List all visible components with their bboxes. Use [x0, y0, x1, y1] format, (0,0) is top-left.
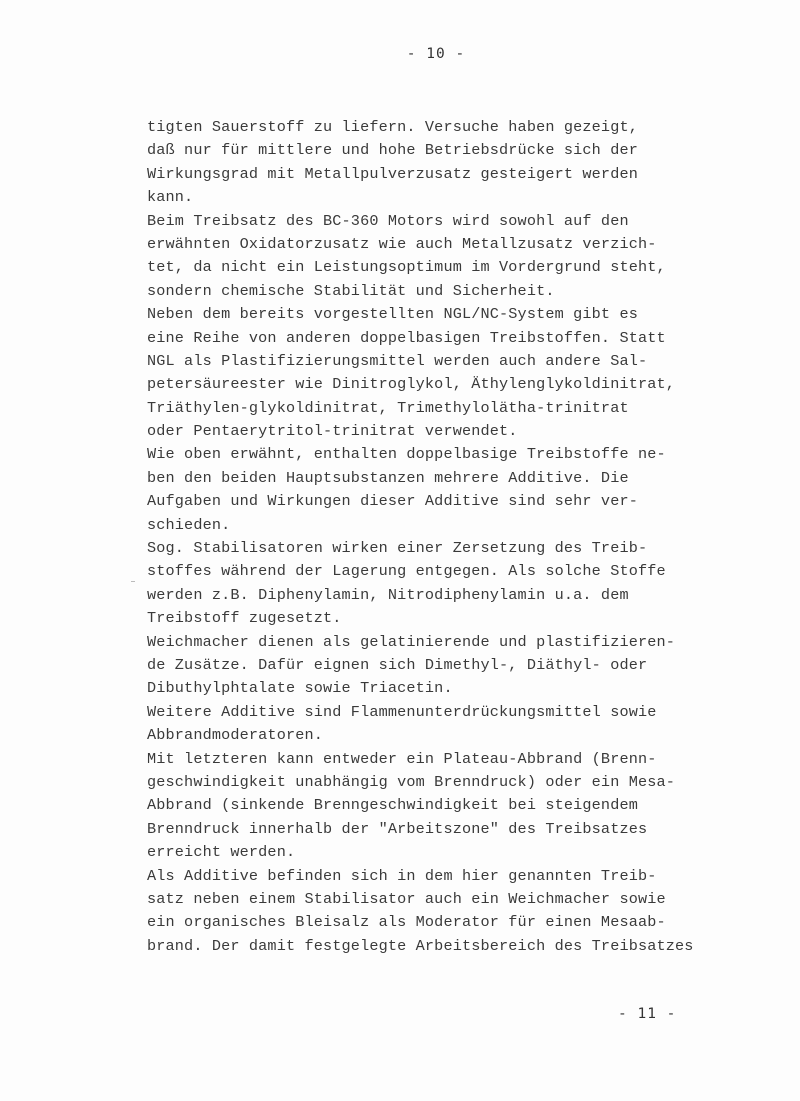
text-line: werden z.B. Diphenylamin, Nitrodiphenylamin u.a. dem: [147, 585, 629, 604]
text-line: Dibuthylphtalate sowie Triacetin.: [147, 679, 453, 698]
body-text: [147, 116, 727, 958]
text-line: schieden.: [147, 515, 231, 534]
text-line: Wirkungsgrad mit Metallpulverzusatz gesteigert werden: [147, 164, 638, 183]
text-line: Abbrandmoderatoren.: [147, 726, 324, 745]
text-line: Treibstoff zugesetzt.: [147, 609, 342, 628]
text-line: Neben dem bereits vorgestellten NGL/NC-System gibt es: [147, 305, 638, 324]
text-line: daß nur für mittlere und hohe Betriebsdrücke sich der: [147, 141, 638, 160]
text-line: ein organisches Bleisalz als Moderator für einen Mesaab-: [147, 913, 666, 932]
text-line: tigten Sauerstoff zu liefern. Versuche haben gezeigt,: [147, 118, 638, 136]
text-line: eine Reihe von anderen doppelbasigen Treibstoffen. Statt: [147, 328, 666, 347]
text-line: brand. Der damit festgelegte Arbeitsbereich des Treibsatzes: [147, 936, 694, 955]
text-line: Sog. Stabilisatoren wirken einer Zersetzung des Treib-: [147, 539, 648, 558]
page-number: - 10 -: [406, 46, 466, 62]
text-line: ben den beiden Hauptsubstanzen mehrere Additive. Die: [147, 468, 629, 487]
text-line: Wie oben erwähnt, enthalten doppelbasige Treibstoffe ne-: [147, 445, 666, 464]
text-line: geschwindigkeit unabhängig vom Brenndruck) oder ein Mesa-: [147, 772, 676, 791]
text-line: Abbrand (sinkende Brenngeschwindigkeit bei steigendem: [147, 796, 638, 815]
text-line: Mit letzteren kann entweder ein Plateau-Abbrand (Brenn-: [147, 749, 657, 768]
text-line: Beim Treibsatz des BC-360 Motors wird sowohl auf den: [147, 211, 629, 230]
next-page-marker: - 11 -: [618, 1006, 677, 1022]
text-line: erwähnten Oxidatorzusatz wie auch Metallzusatz verzich-: [147, 234, 657, 253]
scan-speck: [131, 581, 135, 582]
text-line: petersäureester wie Dinitroglykol, Äthylenglykoldinitrat,: [147, 375, 676, 394]
text-line: Weichmacher dienen als gelatinierende und plastifizieren-: [147, 632, 676, 651]
text-line: erreicht werden.: [147, 843, 296, 862]
text-line: stoffes während der Lagerung entgegen. Als solche Stoffe: [147, 562, 666, 581]
text-line: tet, da nicht ein Leistungsoptimum im Vordergrund steht,: [147, 258, 666, 277]
text-line: satz neben einem Stabilisator auch ein Weichmacher sowie: [147, 889, 666, 908]
text-line: Aufgaben und Wirkungen dieser Additive sind sehr ver-: [147, 492, 638, 511]
text-line: Weitere Additive sind Flammenunterdrückungsmittel sowie: [147, 702, 657, 721]
text-line: de Zusätze. Dafür eignen sich Dimethyl-, Diäthyl- oder: [147, 655, 648, 674]
text-line: kann.: [147, 188, 194, 207]
text-line: Als Additive befinden sich in dem hier genannten Treib-: [147, 866, 657, 885]
text-line: Brenndruck innerhalb der "Arbeitszone" des Treibsatzes: [147, 819, 648, 838]
text-line: sondern chemische Stabilität und Sicherheit.: [147, 281, 555, 300]
text-line: oder Pentaerytritol-trinitrat verwendet.: [147, 422, 518, 441]
text-line: Triäthylen-glykoldinitrat, Trimethylolätha-trinitrat: [147, 398, 629, 417]
text-line: NGL als Plastifizierungsmittel werden auch andere Sal-: [147, 351, 648, 370]
